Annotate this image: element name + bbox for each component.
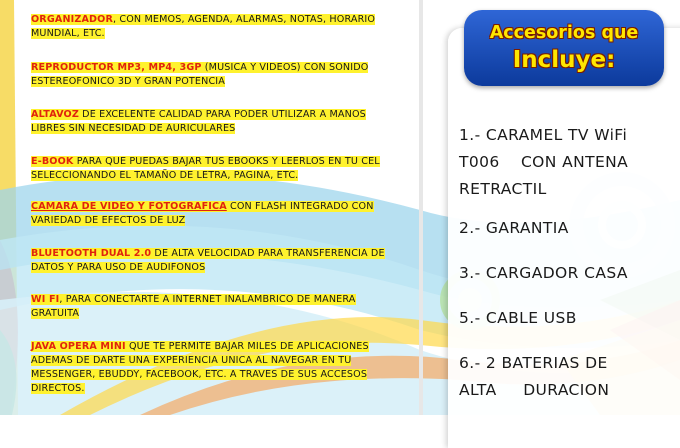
accessory-item: 2.- GARANTIA	[459, 219, 569, 237]
feature-text	[31, 109, 366, 134]
feature-description: , CON MEMOS, AGENDA, ALARMAS, NOTAS, HORARIO MUNDIAL, ETC.	[31, 14, 376, 39]
feature-item	[31, 108, 391, 136]
accessory-item: 6.- 2 BATERIAS DE ALTA DURACION	[459, 354, 610, 399]
feature-item	[31, 13, 391, 41]
feature-keyword: JAVA OPERA MINI	[31, 341, 126, 352]
accessories-header	[464, 10, 664, 86]
accessory-item: 5.- CABLE USB	[459, 309, 577, 327]
accessories-title-line2: Incluye:	[512, 47, 616, 73]
feature-description: CON FLASH INTEGRADO CON VARIEDAD DE EFECTOS DE LUZ	[31, 201, 374, 226]
accessories-panel	[426, 0, 680, 415]
feature-keyword: CAMARA DE VIDEO Y FOTOGRAFICA	[31, 201, 227, 212]
accessory-item: 3.- CARGADOR CASA	[459, 264, 628, 282]
feature-keyword: ORGANIZADOR	[31, 14, 113, 25]
accessory-item: 1.- CARAMEL TV WiFi T006 CON ANTENA RETRACTIL	[459, 126, 629, 198]
feature-keyword: REPRODUCTOR MP3, MP4, 3GP	[31, 62, 202, 73]
feature-description: QUE TE PERMITE BAJAR MILES DE APLICACIONES ADEMAS DE DARTE UNA EXPERIENCIA UNICA AL NAVEGAR EN TU MESSENGER, EBUDDY, FACEBOOK, ETC. A TRAVES DE SUS ACCESOS DIRECTOS.	[31, 341, 369, 394]
feature-item	[31, 155, 391, 183]
feature-text	[31, 201, 374, 226]
feature-keyword: ALTAVOZ	[31, 109, 79, 120]
accessories-title-line1: Accesorios que	[489, 23, 639, 43]
feature-keyword: BLUETOOTH DUAL 2.0	[31, 248, 152, 259]
feature-description: DE ALTA VELOCIDAD PARA TRANSFERENCIA DE DATOS Y PARA USO DE AUDIFONOS	[31, 248, 385, 273]
feature-item	[31, 293, 391, 321]
feature-description: PARA QUE PUEDAS BAJAR TUS EBOOKS Y LEERLOS EN TU CEL SELECCIONANDO EL TAMAÑO DE LETRA, PAGINA, ETC.	[31, 156, 380, 181]
feature-text	[31, 62, 368, 87]
feature-description: , PARA CONECTARTE A INTERNET INALAMBRICO DE MANERA GRATUITA	[31, 294, 356, 319]
feature-text	[31, 14, 375, 39]
feature-item	[31, 200, 391, 228]
feature-text	[31, 294, 356, 319]
feature-item	[31, 61, 391, 89]
feature-text	[31, 156, 380, 181]
feature-keyword: E-BOOK	[31, 156, 74, 167]
feature-description: DE EXCELENTE CALIDAD PARA PODER UTILIZAR A MANOS LIBRES SIN NECESIDAD DE AURICULARES	[31, 109, 366, 134]
feature-keyword: WI FI	[31, 294, 60, 305]
feature-description: (MUSICA Y VIDEOS) CON SONIDO ESTEREOFONICO 3D Y GRAN POTENCIA	[31, 62, 369, 87]
feature-text	[31, 248, 385, 273]
feature-text	[31, 341, 369, 394]
feature-item	[31, 247, 391, 275]
feature-item	[31, 340, 391, 396]
